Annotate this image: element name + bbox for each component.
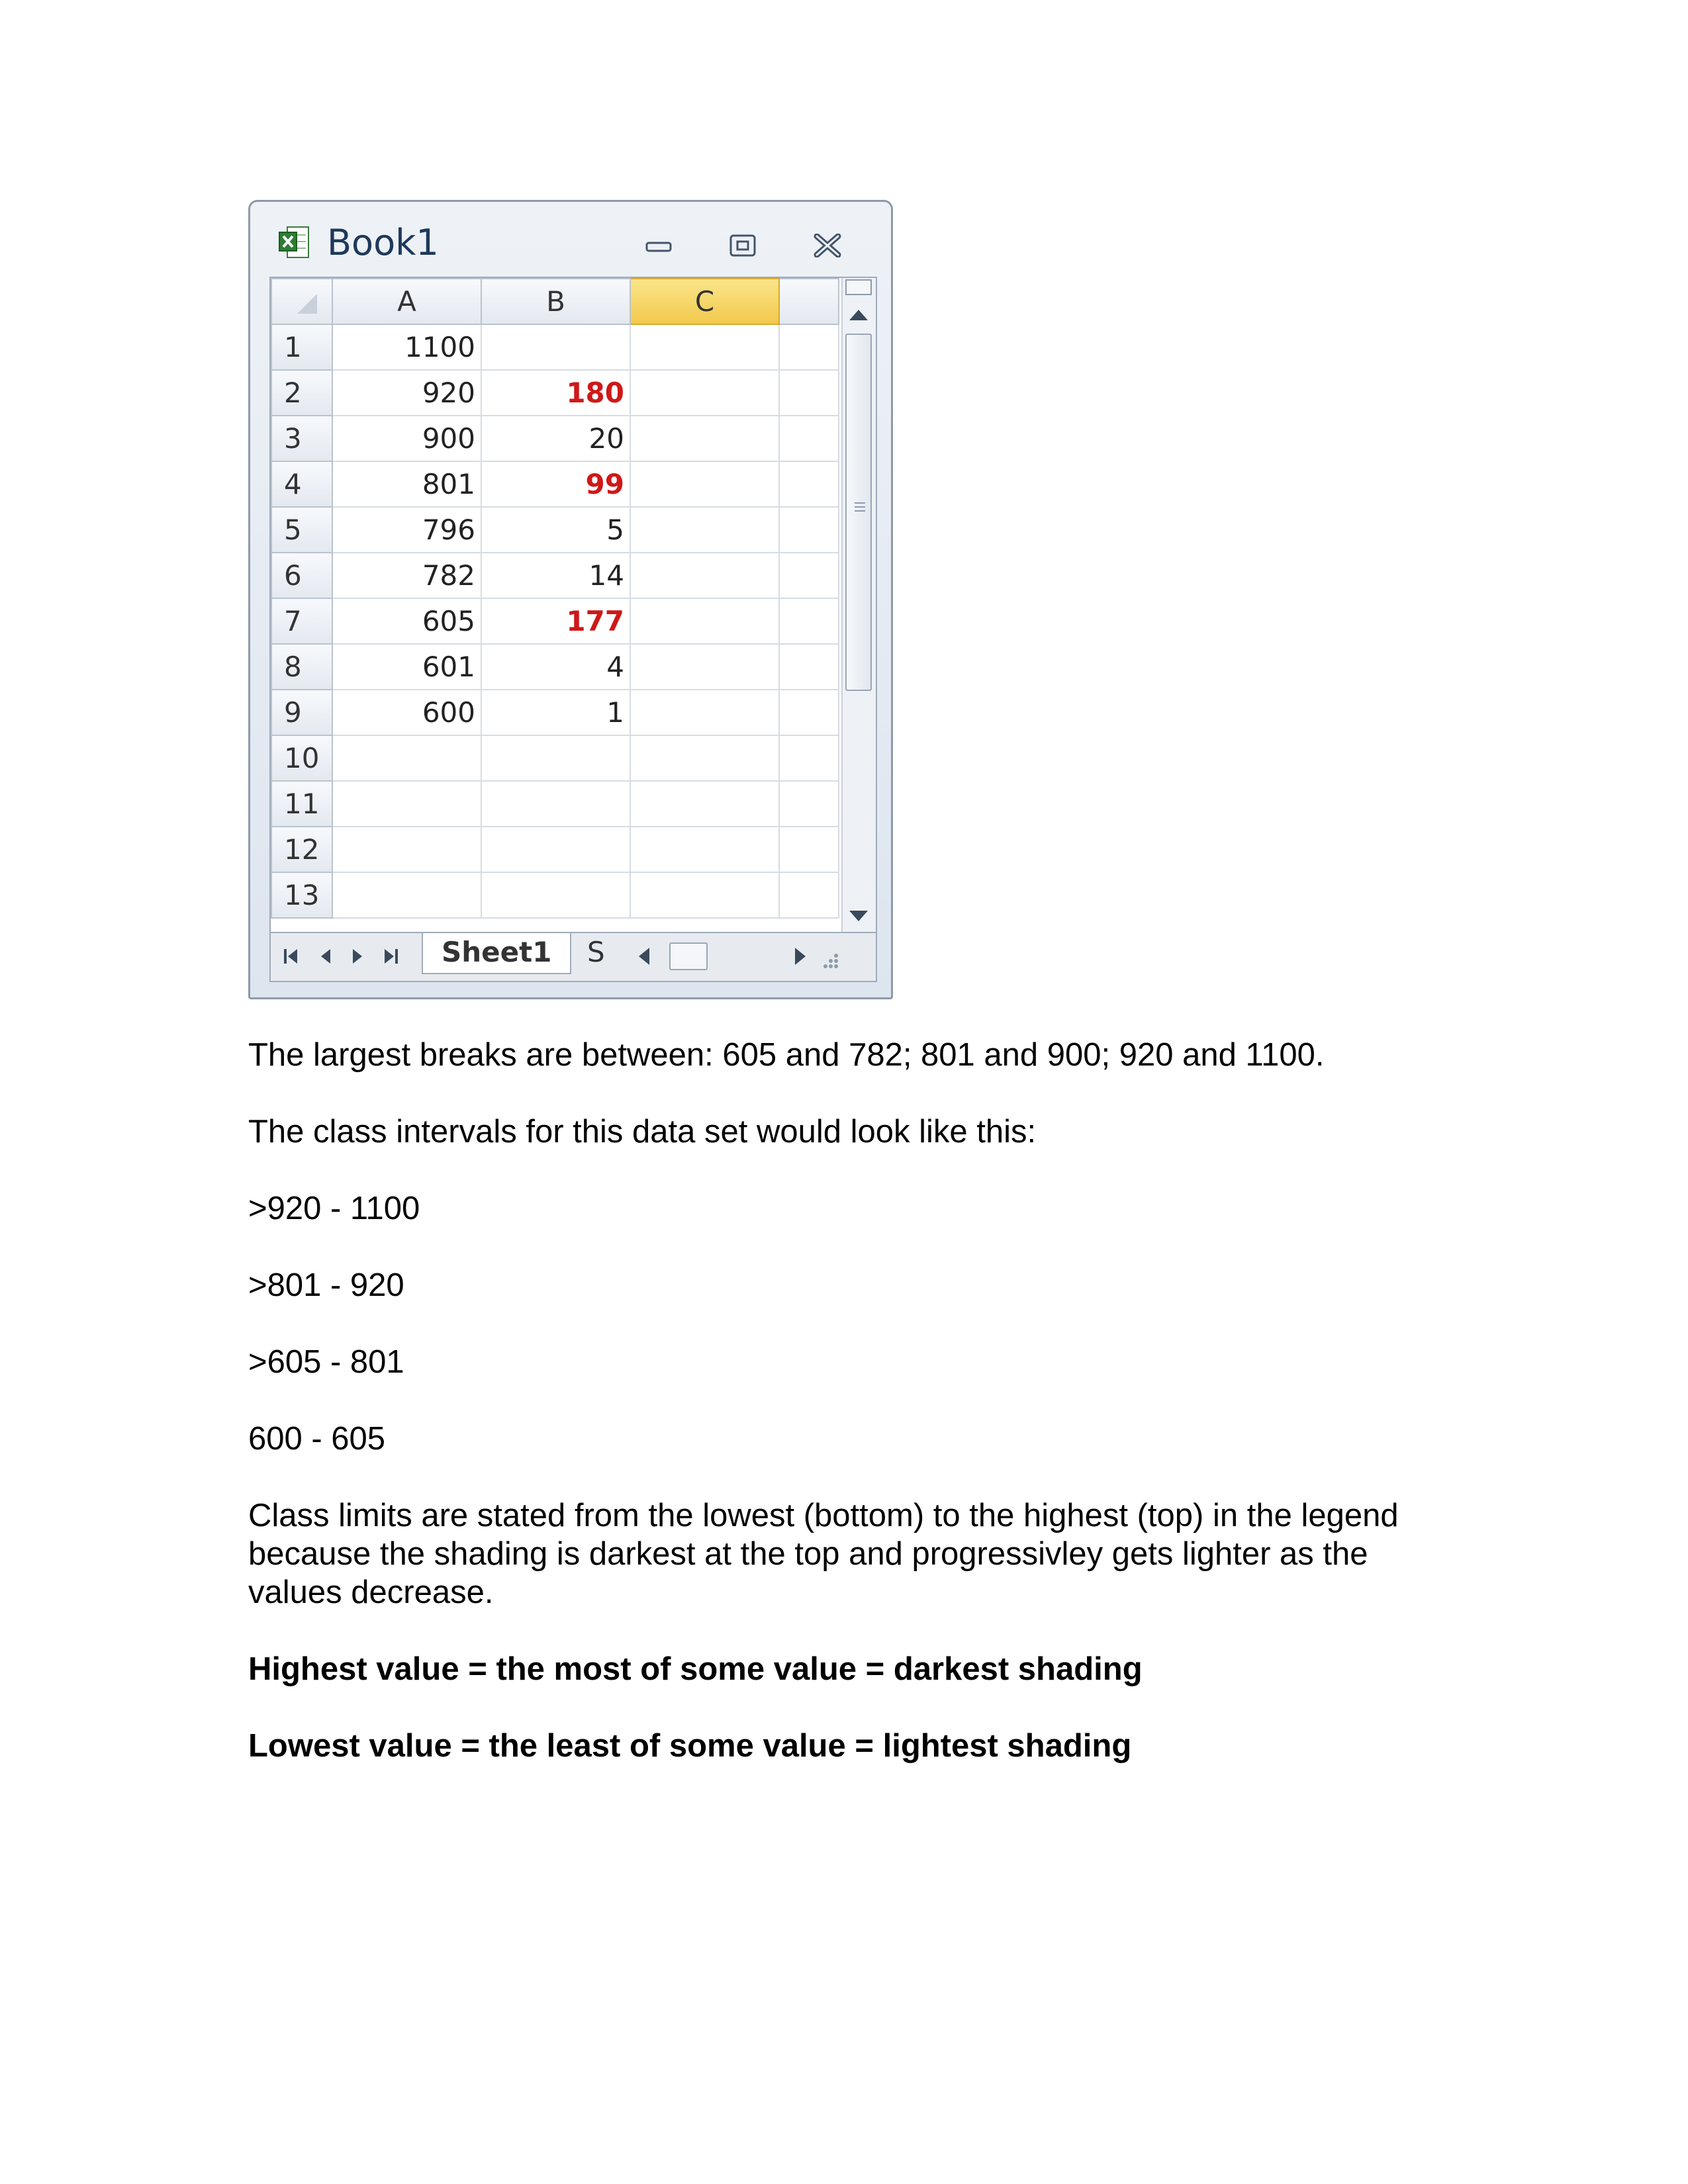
close-icon[interactable] [813,234,842,257]
cell-d[interactable] [779,735,839,781]
cell-b[interactable]: 180 [481,370,630,416]
cell-c[interactable] [630,553,779,598]
row-header[interactable]: 8 [271,644,332,690]
vertical-scrollbar[interactable] [841,278,876,933]
cell-b[interactable]: 1 [481,690,630,735]
cell-c[interactable] [630,507,779,553]
interval-item: >920 - 1100 [248,1191,420,1226]
table-row[interactable] [271,553,839,598]
table-row[interactable] [271,690,839,735]
cell-c[interactable] [630,735,779,781]
cell-a[interactable]: 601 [332,644,481,690]
cell-a[interactable] [332,872,481,918]
cell-c[interactable] [630,781,779,827]
table-row[interactable] [271,324,839,370]
cell-d[interactable] [779,370,839,416]
cell-d[interactable] [779,690,839,735]
row-header[interactable]: 6 [271,553,332,598]
cell-b[interactable]: 4 [481,644,630,690]
table-row[interactable] [271,872,839,918]
cell-d[interactable] [779,827,839,872]
cell-b[interactable]: 5 [481,507,630,553]
first-sheet-icon[interactable] [283,945,300,968]
cell-a[interactable]: 600 [332,690,481,735]
cell-c[interactable] [630,690,779,735]
scroll-up-icon[interactable] [848,307,869,322]
column-header-b[interactable]: B [481,279,630,324]
last-sheet-icon[interactable] [382,945,399,968]
title-bar[interactable] [250,202,891,275]
split-box[interactable] [845,279,872,295]
column-header-a[interactable]: A [332,279,481,324]
cell-c[interactable] [630,872,779,918]
intervals-intro: The class intervals for this data set would look like this: [248,1114,1037,1150]
scroll-right-icon[interactable] [792,945,808,968]
table-row[interactable] [271,644,839,690]
table-row[interactable] [271,827,839,872]
cell-c[interactable] [630,416,779,461]
cell-a[interactable]: 920 [332,370,481,416]
grip-icon [853,500,867,515]
sheet-tab-bar [271,932,876,981]
column-header-c[interactable]: C [630,279,779,324]
interval-item: >801 - 920 [248,1267,404,1303]
row-header[interactable]: 3 [271,416,332,461]
cell-d[interactable] [779,461,839,507]
highest-value-note: Highest value = the most of some value = darkest shading [248,1651,1143,1687]
interval-item: >605 - 801 [248,1344,404,1380]
cell-b[interactable]: 20 [481,416,630,461]
row-header[interactable]: 4 [271,461,332,507]
prev-sheet-icon[interactable] [317,945,334,968]
row-header[interactable]: 11 [271,781,332,827]
cell-d[interactable] [779,507,839,553]
cell-d[interactable] [779,781,839,827]
row-header[interactable]: 9 [271,690,332,735]
cell-c[interactable] [630,370,779,416]
cell-c[interactable] [630,598,779,644]
cell-a[interactable] [332,735,481,781]
cell-d[interactable] [779,416,839,461]
scroll-down-icon[interactable] [848,909,869,924]
cell-c[interactable] [630,827,779,872]
vertical-scroll-thumb[interactable] [845,334,872,691]
breaks-paragraph: The largest breaks are between: 605 and 782; 801 and 900; 920 and 1100. [248,1037,1325,1073]
cell-b[interactable]: 99 [481,461,630,507]
table-row[interactable] [271,461,839,507]
table-row[interactable] [271,370,839,416]
cell-d[interactable] [779,553,839,598]
cell-b[interactable] [481,827,630,872]
row-header[interactable]: 1 [271,324,332,370]
class-limits-paragraph: Class limits are stated from the lowest (bottom) to the highest (top) in the legend because the shading is darkest at the top and progressivley gets lighter as the values decrease. [248,1498,1399,1610]
window-title: Book1 [327,222,439,263]
cell-b[interactable]: 14 [481,553,630,598]
sheet-tab-next[interactable]: S [587,936,605,968]
cell-b[interactable]: 177 [481,598,630,644]
cell-d[interactable] [779,644,839,690]
row-header[interactable]: 5 [271,507,332,553]
next-sheet-icon[interactable] [349,945,366,968]
table-row[interactable] [271,507,839,553]
excel-window [248,200,893,999]
cell-a[interactable]: 782 [332,553,481,598]
cell-a[interactable]: 1100 [332,324,481,370]
row-header[interactable]: 10 [271,735,332,781]
cell-c[interactable] [630,461,779,507]
table-row[interactable] [271,735,839,781]
cell-a[interactable] [332,827,481,872]
cell-d[interactable] [779,324,839,370]
minimize-icon[interactable] [644,234,673,257]
cell-b[interactable] [481,781,630,827]
resize-grip-icon[interactable] [820,942,840,970]
horizontal-scroll-thumb[interactable] [669,942,708,970]
cell-d[interactable] [779,872,839,918]
cell-a[interactable]: 900 [332,416,481,461]
column-header-d[interactable] [779,279,839,324]
cell-a[interactable]: 801 [332,461,481,507]
cell-a[interactable]: 605 [332,598,481,644]
row-header[interactable]: 7 [271,598,332,644]
row-header[interactable]: 2 [271,370,332,416]
cell-a[interactable]: 796 [332,507,481,553]
row-header[interactable]: 12 [271,827,332,872]
lowest-value-note: Lowest value = the least of some value = lightest shading [248,1728,1132,1764]
cell-d[interactable] [779,598,839,644]
select-all-corner[interactable] [271,279,332,324]
worksheet-grid[interactable] [269,277,877,982]
cell-c[interactable] [630,324,779,370]
restore-icon[interactable] [728,234,757,257]
scroll-left-icon[interactable] [636,945,652,968]
excel-logo-icon [278,226,310,260]
horizontal-scrollbar[interactable] [628,940,847,973]
table-row[interactable] [271,781,839,827]
cell-a[interactable] [332,781,481,827]
cell-b[interactable] [481,872,630,918]
row-header[interactable]: 13 [271,872,332,918]
cell-c[interactable] [630,644,779,690]
cell-b[interactable] [481,324,630,370]
spreadsheet-table[interactable] [271,278,839,919]
interval-item: 600 - 605 [248,1421,386,1457]
table-row[interactable] [271,598,839,644]
table-row[interactable] [271,416,839,461]
sheet-tab-sheet1[interactable]: Sheet1 [422,933,571,974]
cell-b[interactable] [481,735,630,781]
